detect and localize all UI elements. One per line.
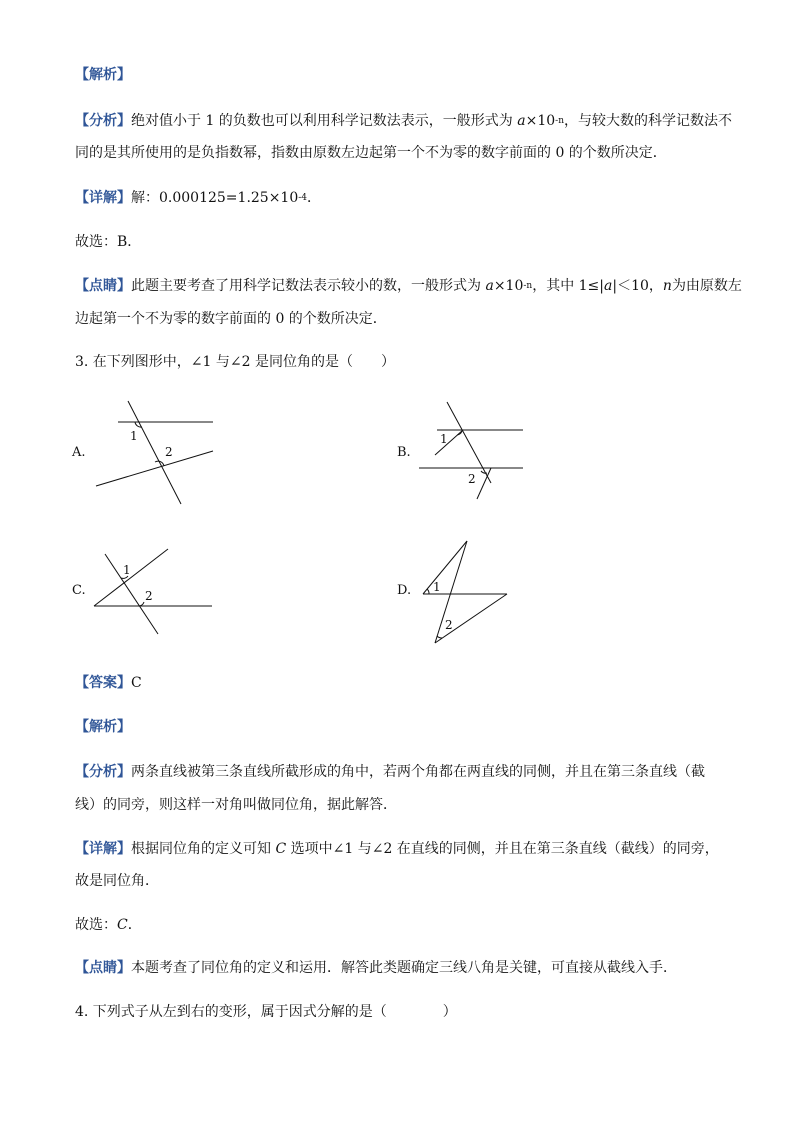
angle2-arc (437, 636, 442, 638)
angle1-label: 1 (440, 432, 448, 446)
angle1-label: 1 (130, 429, 138, 443)
transversal-long (447, 402, 491, 483)
angle1-label: 1 (123, 563, 131, 577)
option-c-label: C. (72, 583, 86, 598)
guxuan-line: 故选：B． (75, 234, 142, 250)
side-upper (423, 541, 467, 594)
fenxi-paragraph-line2: 同的是其所使用的是负指数幂，指数由原数左边起第一个不为零的数字前面的 0 的个数所决定． (75, 145, 667, 161)
q3-fenxi-line2: 线）的同旁，则这样一对角叫做同位角，据此解答． (75, 797, 397, 813)
option-c-figure (90, 540, 215, 640)
angle2-label: 2 (468, 472, 476, 486)
question4-stem: 4. 下列式子从左到右的变形，属于因式分解的是（ ） (75, 1004, 457, 1020)
q3-dianjing-line: 【点睛】本题考查了同位角的定义和运用．解答此类题确定三线八角是关键，可直接从截线入手． (75, 960, 677, 976)
diagonal-line (94, 549, 168, 606)
fenxi-tag: 【分析】 (75, 113, 131, 129)
q3-fenxi-line1: 【分析】两条直线被第三条直线所截形成的角中，若两个角都在两直线的同侧，并且在第三条直线（截 (75, 764, 705, 780)
q3-xiangjie-tag: 【详解】 (75, 841, 131, 857)
angle2-arc (139, 602, 144, 606)
angle2-label: 2 (165, 445, 173, 459)
q3-xiangjie-line2: 故是同位角． (75, 873, 159, 889)
transversal (128, 401, 181, 504)
option-a-figure (90, 395, 220, 510)
angle2-label: 2 (145, 589, 153, 603)
answer-tag: 【答案】 (75, 675, 131, 691)
option-b-figure (415, 395, 530, 505)
answer-value: C (131, 675, 142, 691)
angle2-label: 2 (445, 618, 453, 632)
angle1-label: 1 (433, 580, 441, 594)
q3-fenxi-tag: 【分析】 (75, 764, 131, 780)
q3-guxuan-line: 故选：C． (75, 917, 142, 933)
q3-jiexi-heading: 【解析】 (75, 719, 131, 735)
option-a-label: A. (72, 445, 86, 460)
line-bottom (96, 451, 213, 486)
angle2-arc (481, 471, 487, 473)
dianjing-tag: 【点睛】 (75, 278, 131, 294)
option-d-figure (415, 535, 515, 650)
q3-xiangjie-line1: 【详解】根据同位角的定义可知 C 选项中∠1 与∠2 在直线的同侧，并且在第三条直线（截线）的同旁， (75, 841, 719, 857)
angle1-arc (427, 589, 429, 594)
q3-dianjing-tag: 【点睛】 (75, 960, 131, 976)
answer-line (75, 674, 142, 692)
dianjing-paragraph-line1: 【点睛】此题主要考查了用科学记数法表示较小的数，一般形式为 $a\times 10^{-n}$，其中 1≤|a|＜10，n为由原数左 (75, 278, 742, 294)
fenxi-paragraph-line1: 【分析】绝对值小于 1 的负数也可以利用科学记数法表示，一般形式为 $a\times 10^{-n}$，与较大数的科学记数法不 (75, 113, 733, 129)
jiexi-heading: 【解析】 (75, 67, 131, 83)
xiangjie-paragraph: 【详解】解：$0.000125=1.25\times 10^{-4}$． (75, 190, 322, 206)
dianjing-paragraph-line2: 边起第一个不为零的数字前面的 0 的个数所决定． (75, 311, 387, 327)
option-d-label: D. (397, 583, 412, 598)
xiangjie-tag: 【详解】 (75, 190, 131, 206)
option-b-label: B. (397, 445, 411, 460)
question3-stem: 3. 在下列图形中，∠1 与∠2 是同位角的是（ ） (75, 354, 395, 370)
